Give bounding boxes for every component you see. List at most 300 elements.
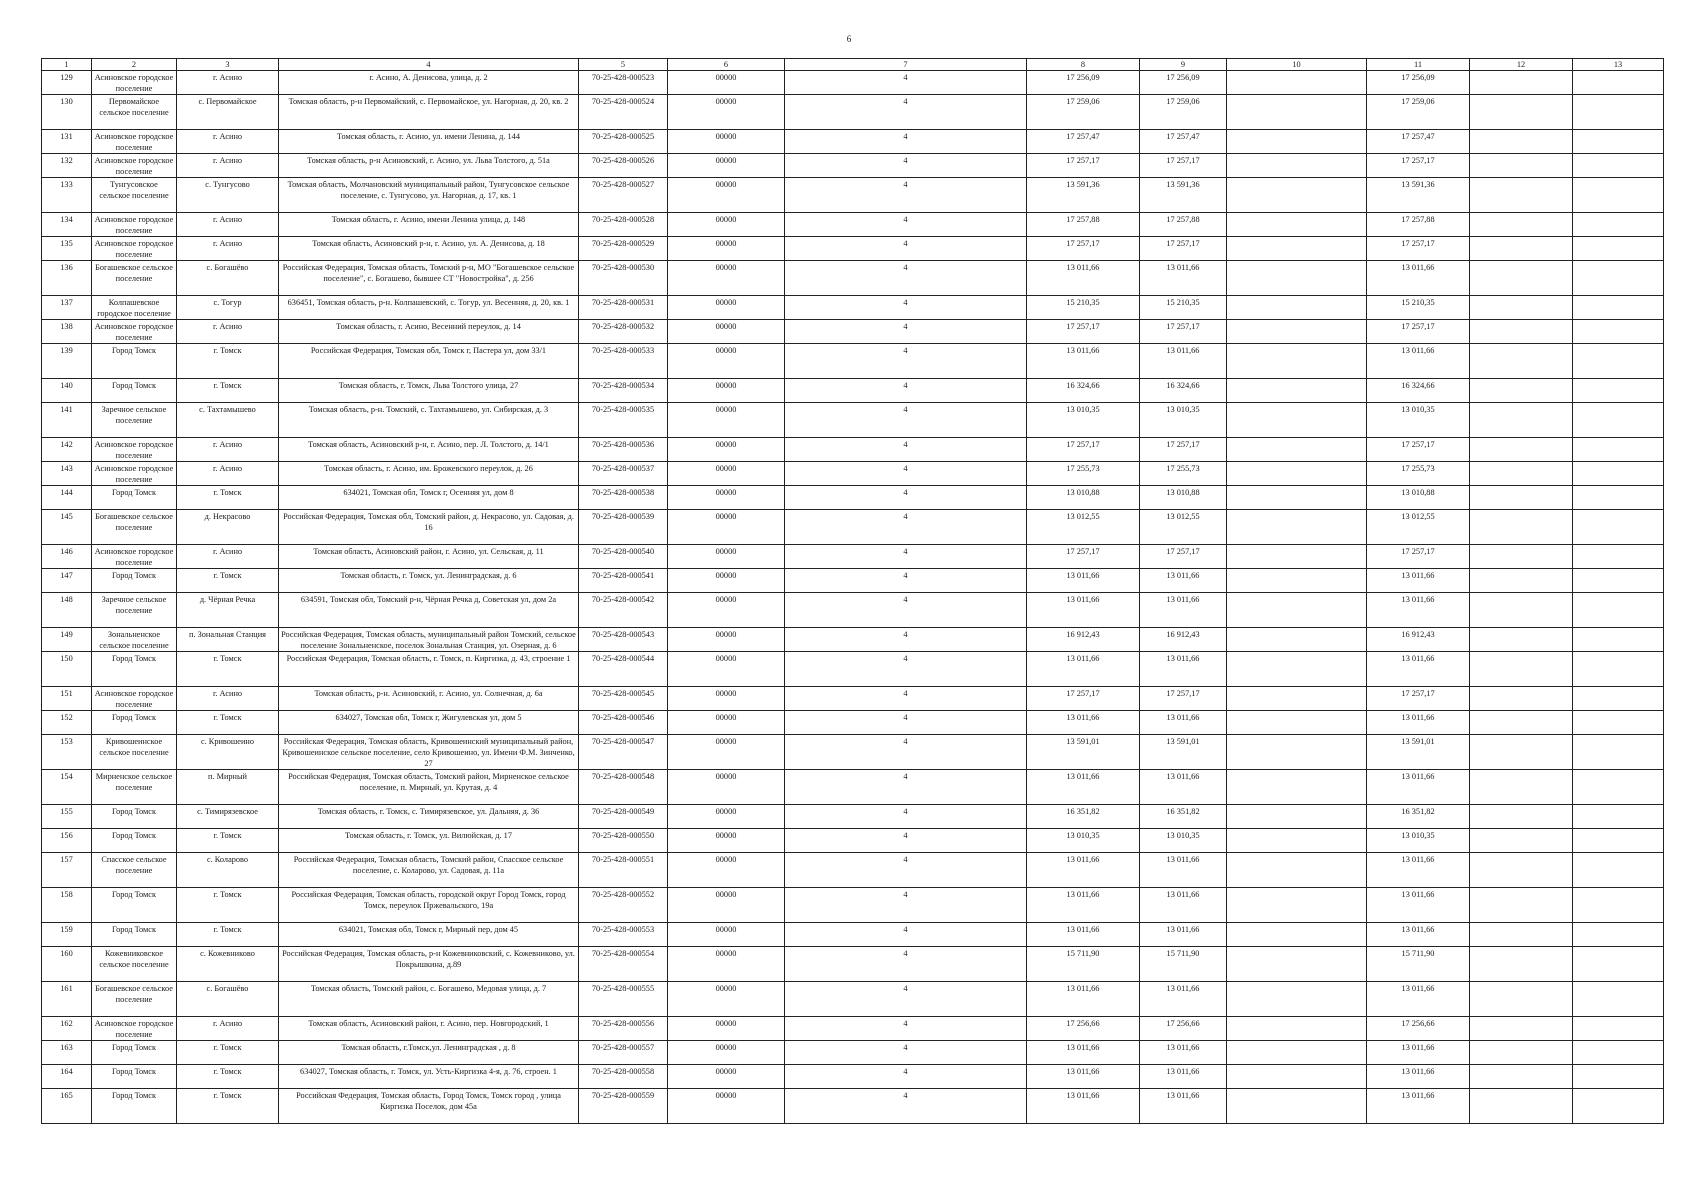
object-code: 70-25-428-000542 [579,593,668,628]
col9-amount: 17 257,17 [1140,154,1227,178]
row-number: 137 [42,296,92,320]
address: 634027, Томская область, г. Томск, ул. Усть-Киргизка 4-я, д. 76, строен. 1 [279,1065,579,1089]
object-code: 70-25-428-000531 [579,296,668,320]
col13-value [1573,652,1664,687]
row-number: 157 [42,853,92,888]
row-number: 164 [42,1065,92,1089]
address: Томская область, г. Томск, ул. Ленинградская, д. 6 [279,569,579,593]
locality: д. Чёрная Речка [177,593,279,628]
col8-amount: 13 011,66 [1027,593,1140,628]
locality: с. Первомайское [177,95,279,130]
locality: с. Коларово [177,853,279,888]
col12-value [1470,462,1573,486]
row-number: 153 [42,735,92,770]
row-number: 155 [42,805,92,829]
col6-value: 00000 [668,95,785,130]
locality: с. Тимирязевское [177,805,279,829]
col6-value: 00000 [668,593,785,628]
col12-value [1470,687,1573,711]
locality: с. Богашёво [177,982,279,1017]
municipality: Асиновское городское поселение [92,130,177,154]
col11-amount: 17 257,17 [1367,154,1470,178]
address: Российская Федерация, Томская область, муниципальный район Томский, сельское поселение Зональненское, поселок Зональная Станция, ул. Озерная, д. 6 [279,628,579,652]
municipality: Асиновское городское поселение [92,320,177,344]
col8-amount: 17 257,17 [1027,237,1140,261]
col8-amount: 17 257,17 [1027,320,1140,344]
col7-value: 4 [785,923,1027,947]
col6-value: 00000 [668,379,785,403]
object-code: 70-25-428-000525 [579,130,668,154]
table-row [42,853,1664,888]
col12-value [1470,154,1573,178]
object-code: 70-25-428-000528 [579,213,668,237]
col8-amount: 17 257,88 [1027,213,1140,237]
col10-value [1227,510,1367,545]
col11-amount: 17 257,17 [1367,545,1470,569]
col13-value [1573,923,1664,947]
col7-value: 4 [785,71,1027,95]
col7-value: 4 [785,296,1027,320]
locality: г. Томск [177,344,279,379]
col11-amount: 13 011,66 [1367,569,1470,593]
col6-value: 00000 [668,178,785,213]
municipality: Асиновское городское поселение [92,545,177,569]
municipality: Колпашевское городское поселение [92,296,177,320]
col12-value [1470,593,1573,628]
col10-value [1227,462,1367,486]
col6-value: 00000 [668,237,785,261]
locality: г. Томск [177,652,279,687]
object-code: 70-25-428-000523 [579,71,668,95]
col11-amount: 13 010,88 [1367,486,1470,510]
col10-value [1227,237,1367,261]
col9-amount: 13 591,36 [1140,178,1227,213]
object-code: 70-25-428-000549 [579,805,668,829]
address: 636451, Томская область, р-н. Колпашевский, с. Тогур, ул. Весенняя, д. 20, кв. 1 [279,296,579,320]
table-row [42,711,1664,735]
table-row [42,403,1664,438]
col7-value: 4 [785,569,1027,593]
address: Томская область, р-н. Томский, с. Тахтамышево, ул. Сибирская, д. 3 [279,403,579,438]
col11-amount: 13 011,66 [1367,888,1470,923]
col11-amount: 13 011,66 [1367,344,1470,379]
col12-value [1470,95,1573,130]
col13-value [1573,486,1664,510]
col9-amount: 13 011,66 [1140,853,1227,888]
table-row [42,510,1664,545]
col7-value: 4 [785,130,1027,154]
col12-value [1470,486,1573,510]
col9-amount: 17 257,17 [1140,687,1227,711]
col12-value [1470,628,1573,652]
col12-value [1470,770,1573,805]
row-number: 138 [42,320,92,344]
municipality: Асиновское городское поселение [92,71,177,95]
col11-amount: 16 324,66 [1367,379,1470,403]
municipality: Город Томск [92,652,177,687]
col10-value [1227,1041,1367,1065]
col8-amount: 13 011,66 [1027,261,1140,296]
col13-value [1573,261,1664,296]
col9-amount: 16 912,43 [1140,628,1227,652]
col13-value [1573,735,1664,770]
col9-amount: 17 257,47 [1140,130,1227,154]
address: Томская область, г. Асино, им. Брожевского переулок, д. 26 [279,462,579,486]
col8-amount: 17 257,17 [1027,154,1140,178]
locality: г. Асино [177,462,279,486]
col11-amount: 17 257,17 [1367,438,1470,462]
table-row [42,296,1664,320]
column-header: 12 [1470,59,1573,71]
address: Российская Федерация, Томская область, Томский район, Спасское сельское поселение, с. Коларово, ул. Садовая, д. 11а [279,853,579,888]
col11-amount: 17 257,88 [1367,213,1470,237]
column-header: 4 [279,59,579,71]
col6-value: 00000 [668,1017,785,1041]
object-code: 70-25-428-000552 [579,888,668,923]
municipality: Богашевское сельское поселение [92,261,177,296]
col12-value [1470,237,1573,261]
col11-amount: 15 210,35 [1367,296,1470,320]
col11-amount: 13 011,66 [1367,1089,1470,1124]
table-row [42,1041,1664,1065]
object-code: 70-25-428-000559 [579,1089,668,1124]
col6-value: 00000 [668,711,785,735]
table-row [42,130,1664,154]
col10-value [1227,296,1367,320]
col13-value [1573,853,1664,888]
col12-value [1470,296,1573,320]
col6-value: 00000 [668,486,785,510]
col11-amount: 13 011,66 [1367,1065,1470,1089]
page-number: 6 [846,34,852,44]
col10-value [1227,593,1367,628]
col6-value: 00000 [668,735,785,770]
col10-value [1227,982,1367,1017]
object-code: 70-25-428-000557 [579,1041,668,1065]
col11-amount: 15 711,90 [1367,947,1470,982]
col12-value [1470,213,1573,237]
col8-amount: 13 011,66 [1027,853,1140,888]
col9-amount: 17 256,66 [1140,1017,1227,1041]
locality: г. Томск [177,1041,279,1065]
column-header: 6 [668,59,785,71]
object-code: 70-25-428-000532 [579,320,668,344]
table-row [42,95,1664,130]
table-row [42,320,1664,344]
col13-value [1573,687,1664,711]
row-number: 158 [42,888,92,923]
row-number: 161 [42,982,92,1017]
col8-amount: 13 011,66 [1027,982,1140,1017]
col6-value: 00000 [668,1065,785,1089]
col6-value: 00000 [668,438,785,462]
col10-value [1227,130,1367,154]
object-code: 70-25-428-000534 [579,379,668,403]
col13-value [1573,95,1664,130]
col6-value: 00000 [668,320,785,344]
table-row [42,805,1664,829]
table-row [42,1089,1664,1124]
col12-value [1470,379,1573,403]
address: 634021, Томская обл, Томск г, Осенняя ул, дом 8 [279,486,579,510]
col13-value [1573,805,1664,829]
col11-amount: 13 011,66 [1367,1041,1470,1065]
col7-value: 4 [785,687,1027,711]
col9-amount: 13 011,66 [1140,261,1227,296]
col12-value [1470,1065,1573,1089]
col9-amount: 13 011,66 [1140,569,1227,593]
row-number: 151 [42,687,92,711]
address: Российская Федерация, Томская область, Томский район, Мирненское сельское поселение, п. Мирный, ул. Крутая, д. 4 [279,770,579,805]
object-code: 70-25-428-000536 [579,438,668,462]
address: Российская Федерация, Томская область, г. Томск, п. Киргизка, д. 43, строение 1 [279,652,579,687]
row-number: 162 [42,1017,92,1041]
address: Томская область, Асиновский р-н, г. Асино, пер. Л. Толстого, д. 14/1 [279,438,579,462]
col12-value [1470,947,1573,982]
col8-amount: 13 011,66 [1027,888,1140,923]
col7-value: 4 [785,1065,1027,1089]
object-code: 70-25-428-000530 [579,261,668,296]
address: Томская область, р-н. Асиновский, г. Асино, ул. Солнечная, д. 6а [279,687,579,711]
locality: п. Зональная Станция [177,628,279,652]
col10-value [1227,735,1367,770]
col8-amount: 13 011,66 [1027,1041,1140,1065]
col12-value [1470,853,1573,888]
col8-amount: 13 010,35 [1027,829,1140,853]
col8-amount: 17 256,09 [1027,71,1140,95]
row-number: 133 [42,178,92,213]
col9-amount: 17 257,17 [1140,438,1227,462]
object-code: 70-25-428-000546 [579,711,668,735]
col8-amount: 13 011,66 [1027,770,1140,805]
column-header: 13 [1573,59,1664,71]
col8-amount: 13 591,36 [1027,178,1140,213]
col13-value [1573,1065,1664,1089]
col12-value [1470,71,1573,95]
col10-value [1227,545,1367,569]
col13-value [1573,379,1664,403]
col6-value: 00000 [668,344,785,379]
row-number: 144 [42,486,92,510]
col10-value [1227,628,1367,652]
col10-value [1227,213,1367,237]
table-row [42,947,1664,982]
register-table [41,58,1664,1124]
object-code: 70-25-428-000545 [579,687,668,711]
col6-value: 00000 [668,982,785,1017]
address: Томская область, р-н Асиновский, г. Асино, ул. Льва Толстого, д. 51а [279,154,579,178]
col13-value [1573,569,1664,593]
column-header: 1 [42,59,92,71]
col13-value [1573,130,1664,154]
row-number: 142 [42,438,92,462]
locality: с. Тунгусово [177,178,279,213]
col9-amount: 16 324,66 [1140,379,1227,403]
col13-value [1573,403,1664,438]
col13-value [1573,1041,1664,1065]
col6-value: 00000 [668,71,785,95]
col13-value [1573,154,1664,178]
col9-amount: 13 010,88 [1140,486,1227,510]
municipality: Спасское сельское поселение [92,853,177,888]
col9-amount: 13 011,66 [1140,652,1227,687]
col7-value: 4 [785,213,1027,237]
row-number: 131 [42,130,92,154]
address: Российская Федерация, Томская обл, Томск г, Пастера ул, дом 33/1 [279,344,579,379]
col13-value [1573,770,1664,805]
locality: г. Асино [177,154,279,178]
col12-value [1470,735,1573,770]
address: Томская область, г. Томск, с. Тимирязевское, ул. Дальняя, д. 36 [279,805,579,829]
municipality: Город Томск [92,379,177,403]
col7-value: 4 [785,593,1027,628]
col10-value [1227,829,1367,853]
col13-value [1573,320,1664,344]
municipality: Асиновское городское поселение [92,213,177,237]
municipality: Кривошеинское сельское поселение [92,735,177,770]
col13-value [1573,1089,1664,1124]
address: 634021, Томская обл, Томск г, Мирный пер, дом 45 [279,923,579,947]
locality: г. Асино [177,130,279,154]
address: Российская Федерация, Томская обл, Томский район, д. Некрасово, ул. Садовая, д. 16 [279,510,579,545]
col12-value [1470,652,1573,687]
column-header: 10 [1227,59,1367,71]
col6-value: 00000 [668,947,785,982]
address: Томская область, Томский район, с. Богашево, Медовая улица, д. 7 [279,982,579,1017]
col11-amount: 16 912,43 [1367,628,1470,652]
col12-value [1470,711,1573,735]
address: Томская область, Асиновский район, г. Асино, пер. Новгородский, 1 [279,1017,579,1041]
object-code: 70-25-428-000529 [579,237,668,261]
object-code: 70-25-428-000544 [579,652,668,687]
row-number: 154 [42,770,92,805]
object-code: 70-25-428-000540 [579,545,668,569]
col7-value: 4 [785,805,1027,829]
locality: г. Томск [177,569,279,593]
col7-value: 4 [785,545,1027,569]
municipality: Город Томск [92,1041,177,1065]
col7-value: 4 [785,711,1027,735]
object-code: 70-25-428-000558 [579,1065,668,1089]
col9-amount: 13 010,35 [1140,829,1227,853]
table-row [42,486,1664,510]
object-code: 70-25-428-000553 [579,923,668,947]
col7-value: 4 [785,95,1027,130]
object-code: 70-25-428-000547 [579,735,668,770]
col8-amount: 17 257,47 [1027,130,1140,154]
municipality: Город Томск [92,888,177,923]
col13-value [1573,1017,1664,1041]
table-row [42,982,1664,1017]
col13-value [1573,344,1664,379]
locality: с. Богашёво [177,261,279,296]
municipality: Заречное сельское поселение [92,403,177,438]
col7-value: 4 [785,1041,1027,1065]
locality: г. Томск [177,829,279,853]
col6-value: 00000 [668,687,785,711]
object-code: 70-25-428-000527 [579,178,668,213]
col13-value [1573,947,1664,982]
row-number: 140 [42,379,92,403]
col12-value [1470,178,1573,213]
col6-value: 00000 [668,213,785,237]
table-row [42,438,1664,462]
col8-amount: 17 257,17 [1027,545,1140,569]
col12-value [1470,888,1573,923]
col9-amount: 13 011,66 [1140,923,1227,947]
col11-amount: 13 011,66 [1367,711,1470,735]
locality: г. Томск [177,486,279,510]
address: Российская Федерация, Томская область, городской округ Город Томск, город Томск, переулок Пржевальского, 19а [279,888,579,923]
object-code: 70-25-428-000537 [579,462,668,486]
col12-value [1470,982,1573,1017]
municipality: Город Томск [92,1065,177,1089]
col9-amount: 17 256,09 [1140,71,1227,95]
col7-value: 4 [785,1089,1027,1124]
col8-amount: 17 257,17 [1027,438,1140,462]
col11-amount: 13 591,01 [1367,735,1470,770]
col9-amount: 13 011,66 [1140,888,1227,923]
table-row [42,923,1664,947]
col10-value [1227,569,1367,593]
col9-amount: 15 210,35 [1140,296,1227,320]
col7-value: 4 [785,379,1027,403]
object-code: 70-25-428-000556 [579,1017,668,1041]
municipality: Асиновское городское поселение [92,154,177,178]
municipality: Асиновское городское поселение [92,438,177,462]
row-number: 160 [42,947,92,982]
locality: г. Томск [177,1065,279,1089]
col6-value: 00000 [668,545,785,569]
col10-value [1227,770,1367,805]
address: Томская область, г. Асино, имени Ленина улица, д. 148 [279,213,579,237]
col10-value [1227,71,1367,95]
municipality: Город Томск [92,805,177,829]
col10-value [1227,1065,1367,1089]
col8-amount: 13 591,01 [1027,735,1140,770]
municipality: Город Томск [92,923,177,947]
col8-amount: 13 012,55 [1027,510,1140,545]
col9-amount: 17 257,17 [1140,320,1227,344]
row-number: 143 [42,462,92,486]
col12-value [1470,805,1573,829]
col6-value: 00000 [668,569,785,593]
col12-value [1470,320,1573,344]
locality: с. Кожевниково [177,947,279,982]
municipality: Город Томск [92,711,177,735]
table-row [42,829,1664,853]
col7-value: 4 [785,154,1027,178]
col12-value [1470,510,1573,545]
col10-value [1227,1017,1367,1041]
col9-amount: 13 011,66 [1140,1041,1227,1065]
col13-value [1573,237,1664,261]
col7-value: 4 [785,982,1027,1017]
col11-amount: 13 011,66 [1367,982,1470,1017]
col7-value: 4 [785,438,1027,462]
municipality: Город Томск [92,1089,177,1124]
col10-value [1227,403,1367,438]
col9-amount: 16 351,82 [1140,805,1227,829]
col11-amount: 13 012,55 [1367,510,1470,545]
col8-amount: 13 011,66 [1027,711,1140,735]
col12-value [1470,344,1573,379]
object-code: 70-25-428-000555 [579,982,668,1017]
col10-value [1227,652,1367,687]
row-number: 152 [42,711,92,735]
municipality: Город Томск [92,829,177,853]
locality: д. Некрасово [177,510,279,545]
